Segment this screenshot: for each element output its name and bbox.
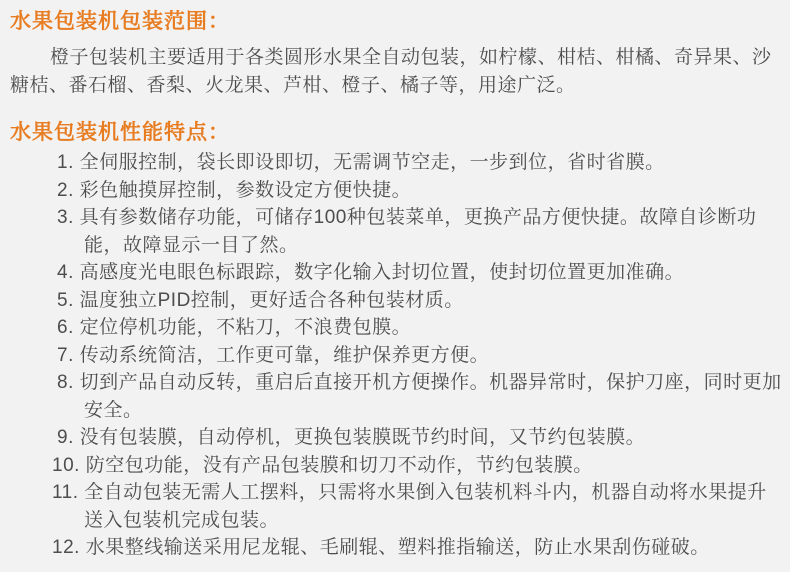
packing-scope-title: 水果包装机包装范围： [10,10,230,33]
feature-item-8: 8. 切到产品自动反转，重启后直接开机方便操作。机器异常时，保护刀座，同时更加安全。 [57,372,782,421]
feature-item-1: 1. 全伺服控制，袋长即设即切，无需调节空走，一步到位，省时省膜。 [57,152,665,173]
feature-item-5: 5. 温度独立PID控制，更好适合各种包装材质。 [57,289,464,311]
feature-item-10: 10. 防空包功能，没有产品包装膜和切刀不动作，节约包装膜。 [52,454,593,476]
feature-item-3: 3. 具有参数储存功能，可储存100种包装菜单，更换产品方便快捷。故障自诊断功能，故障显示一目了然。 [57,207,757,256]
performance-features-title: 水果包装机性能特点： [10,121,230,144]
feature-item-2: 2. 彩色触摸屏控制，参数设定方便快捷。 [57,179,412,201]
performance-features-list [10,149,782,562]
feature-item-6: 6. 定位停机功能，不粘刀，不浪费包膜。 [57,317,412,338]
packing-scope-paragraph: 橙子包装机主要适用于各类圆形水果全自动包装，如柠檬、柑桔、柑橘、奇异果、沙糖桔、番石榴、香梨、火龙果、芦柑、橙子、橘子等，用途广泛。 [10,47,772,96]
feature-item-9: 9. 没有包装膜，自动停机，更换包装膜既节约时间，又节约包装膜。 [57,427,646,448]
feature-item-7: 7. 传动系统简洁，工作更可靠，维护保养更方便。 [57,344,490,366]
feature-item-4: 4. 高感度光电眼色标跟踪，数字化输入封切位置，使封切位置更加准确。 [57,262,685,283]
feature-item-11: 11. 全自动包装无需人工摆料，只需将水果倒入包装机料斗内，机器自动将水果提升送入包装机完成包装。 [52,482,767,531]
feature-item-12: 12. 水果整线输送采用尼龙辊、毛刷辊、塑料推指输送，防止水果刮伤碰破。 [52,537,710,558]
